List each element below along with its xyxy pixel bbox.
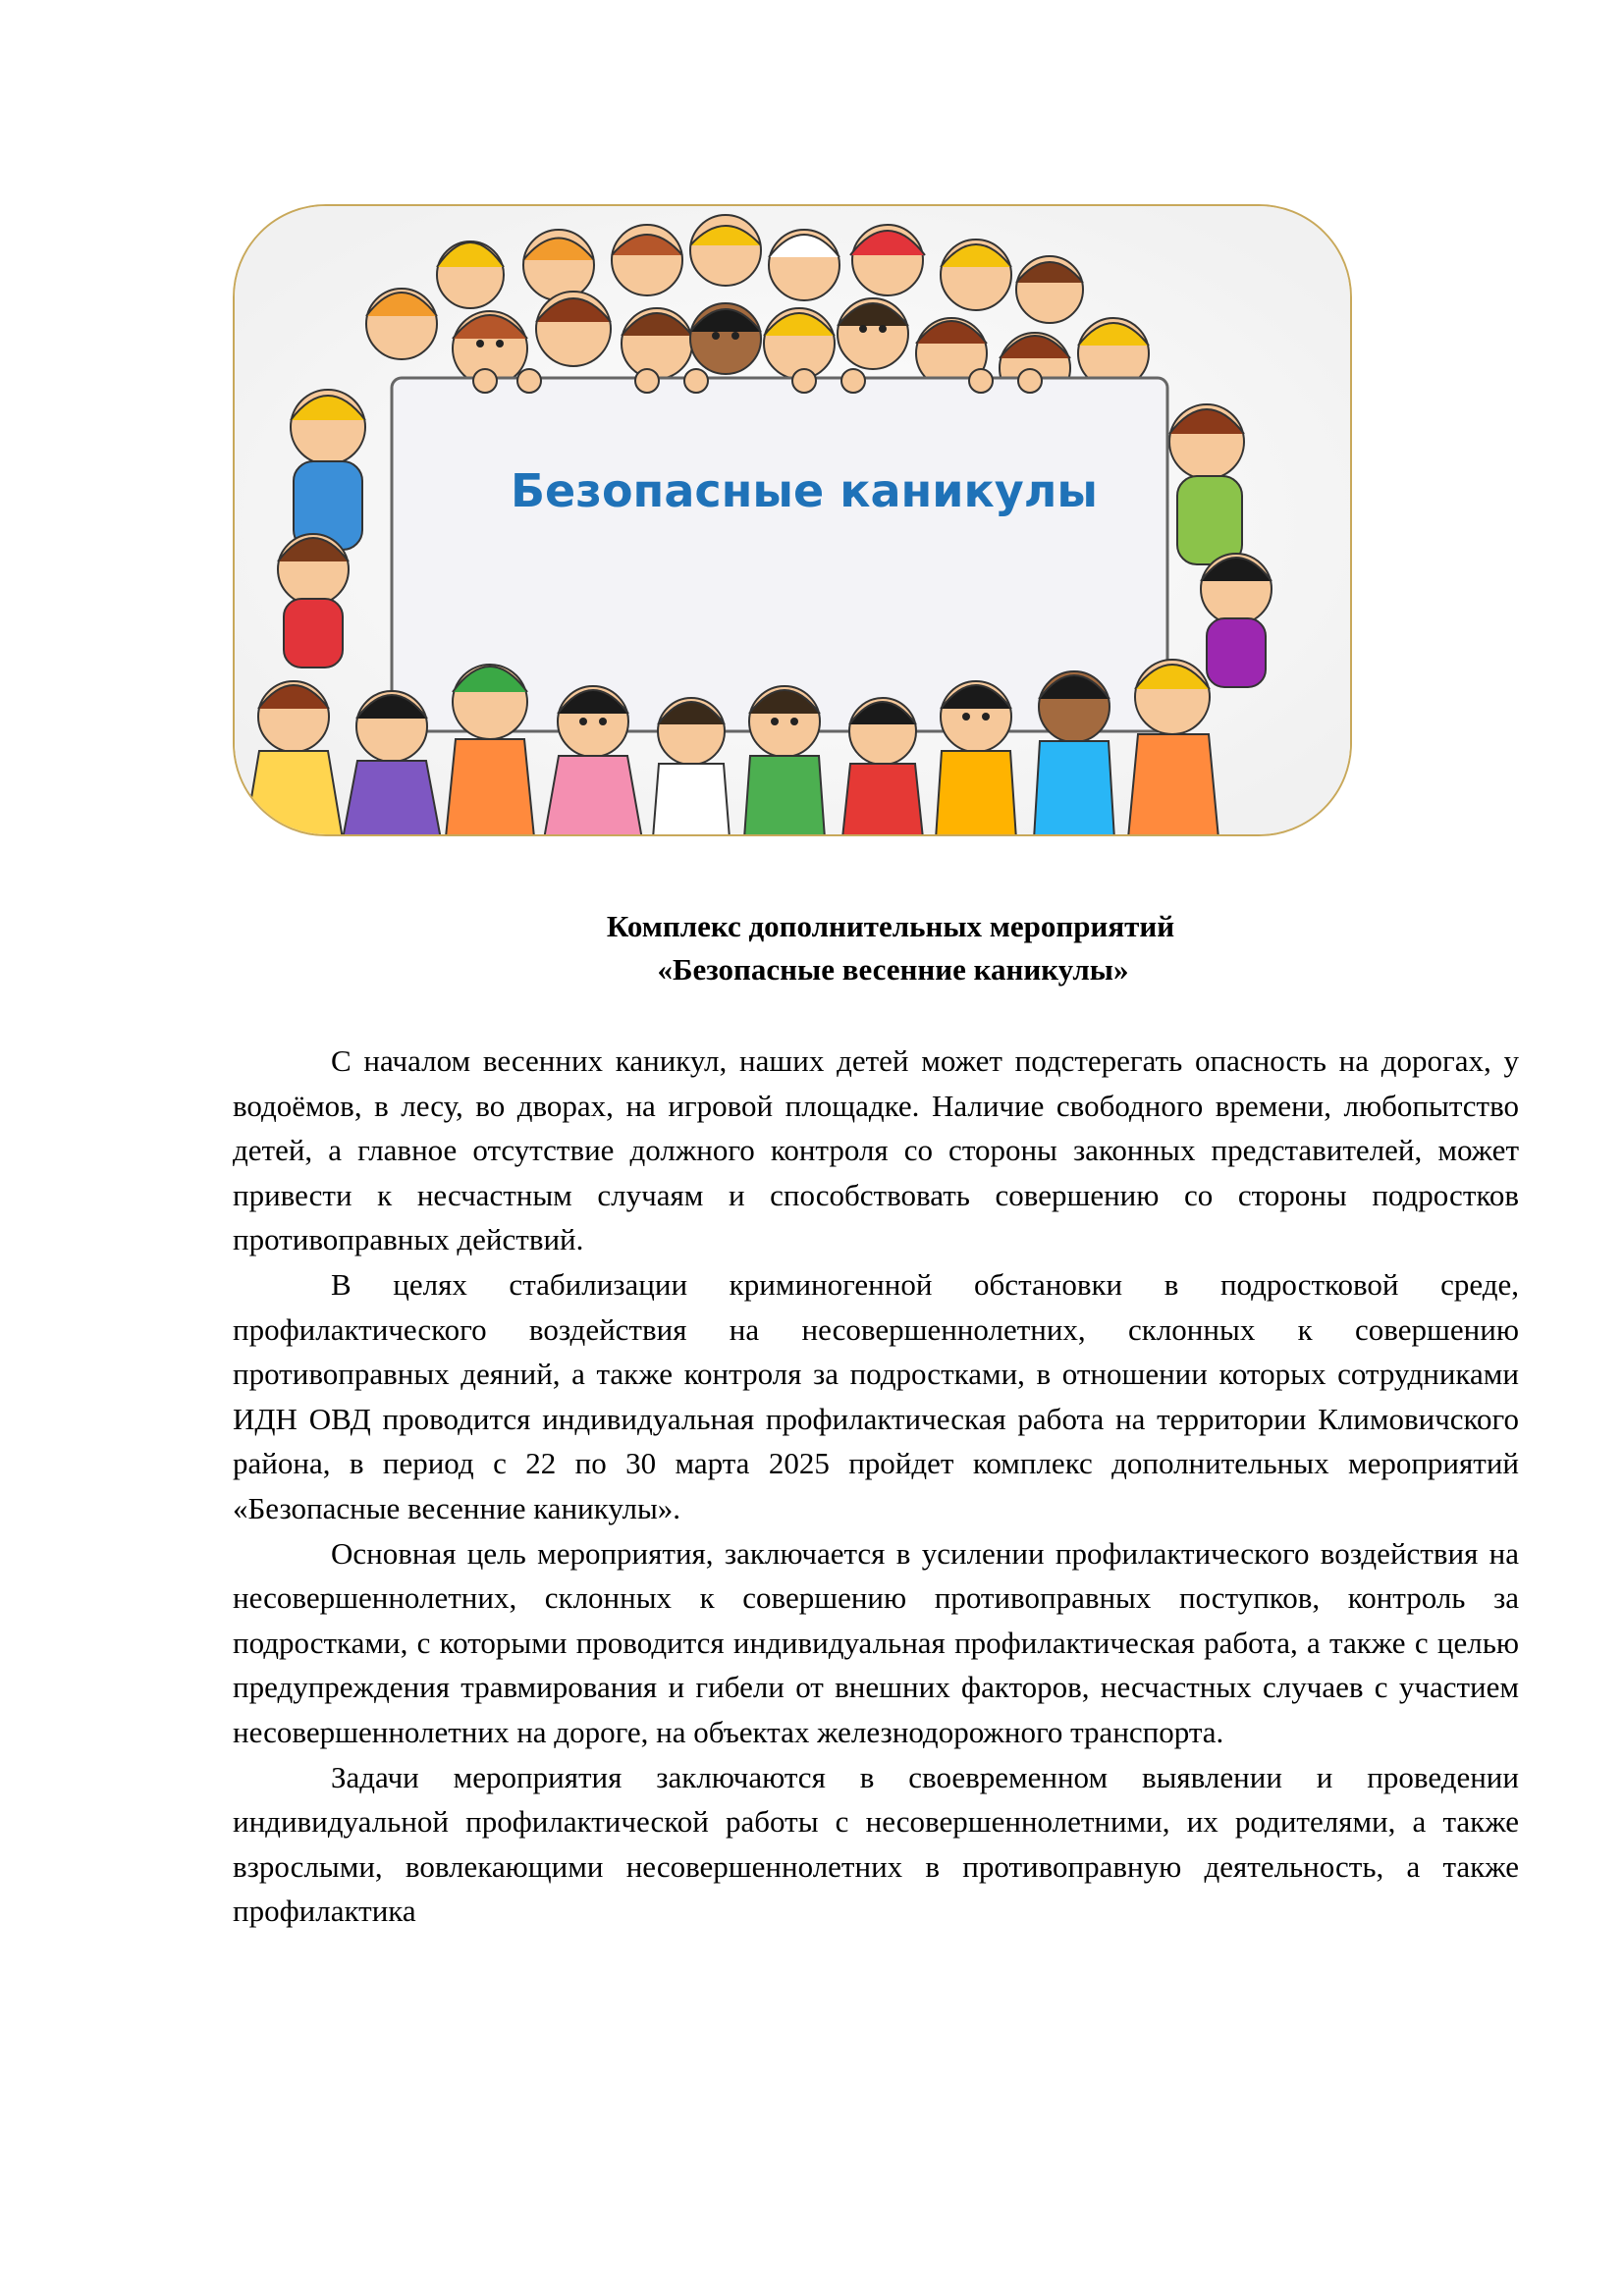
paragraph-1: С началом весенних каникул, наших детей может подстерегать опасность на дорогах, у водоёмов, в лесу, во дворах, на игровой площадке. Наличие свободного времени, любопытство детей, а главное отсутствие должного контроля со стороны законных представителей, может привести к несчастным случаям и способствовать совершению со стороны подростков противоправных действий.: [233, 1043, 1519, 1257]
paragraph-3: Основная цель мероприятия, заключается в усилении профилактического воздействия на несовершеннолетних, склонных к совершению противоправных поступков, контроль за подростками, с которыми проводится индивидуальная профилактическая работа, а также с целью предупреждения травмирования и гибели от внешних факторов, несчастных случаев с участием несовершеннолетних на дороге, на объектах железнодорожного транспорта.: [233, 1535, 1519, 1749]
paragraph-2: В целях стабилизации криминогенной обстановки в подростковой среде, профилактического воздействия на несовершеннолетних, склонных к совершению противоправных деяний, а также контроля за подростками, в отношении которых сотрудниками ИДН ОВД проводится индивидуальная профилактическая работа на территории Климовичского района, в период с 22 по 30 марта 2025 пройдет комплекс дополнительных мероприятий «Безопасные весенние каникулы».: [233, 1266, 1519, 1525]
document-body: [233, 1039, 1519, 1934]
document-heading: [0, 905, 1624, 991]
banner-frame: [233, 204, 1352, 836]
children-banner-illustration: [235, 206, 1352, 836]
heading-line-1: Комплекс дополнительных мероприятий: [606, 909, 1175, 943]
banner-title: Безопасные каникулы: [510, 464, 1099, 517]
heading-line-2: «Безопасные весенние каникулы»: [657, 952, 1129, 987]
paragraph-4: Задачи мероприятия заключаются в своевременном выявлении и проведении индивидуальной профилактической работы с несовершеннолетними, их родителями, а также взрослыми, вовлекающими несовершеннолетних в противоправную деятельность, а также профилактика: [233, 1759, 1519, 1929]
